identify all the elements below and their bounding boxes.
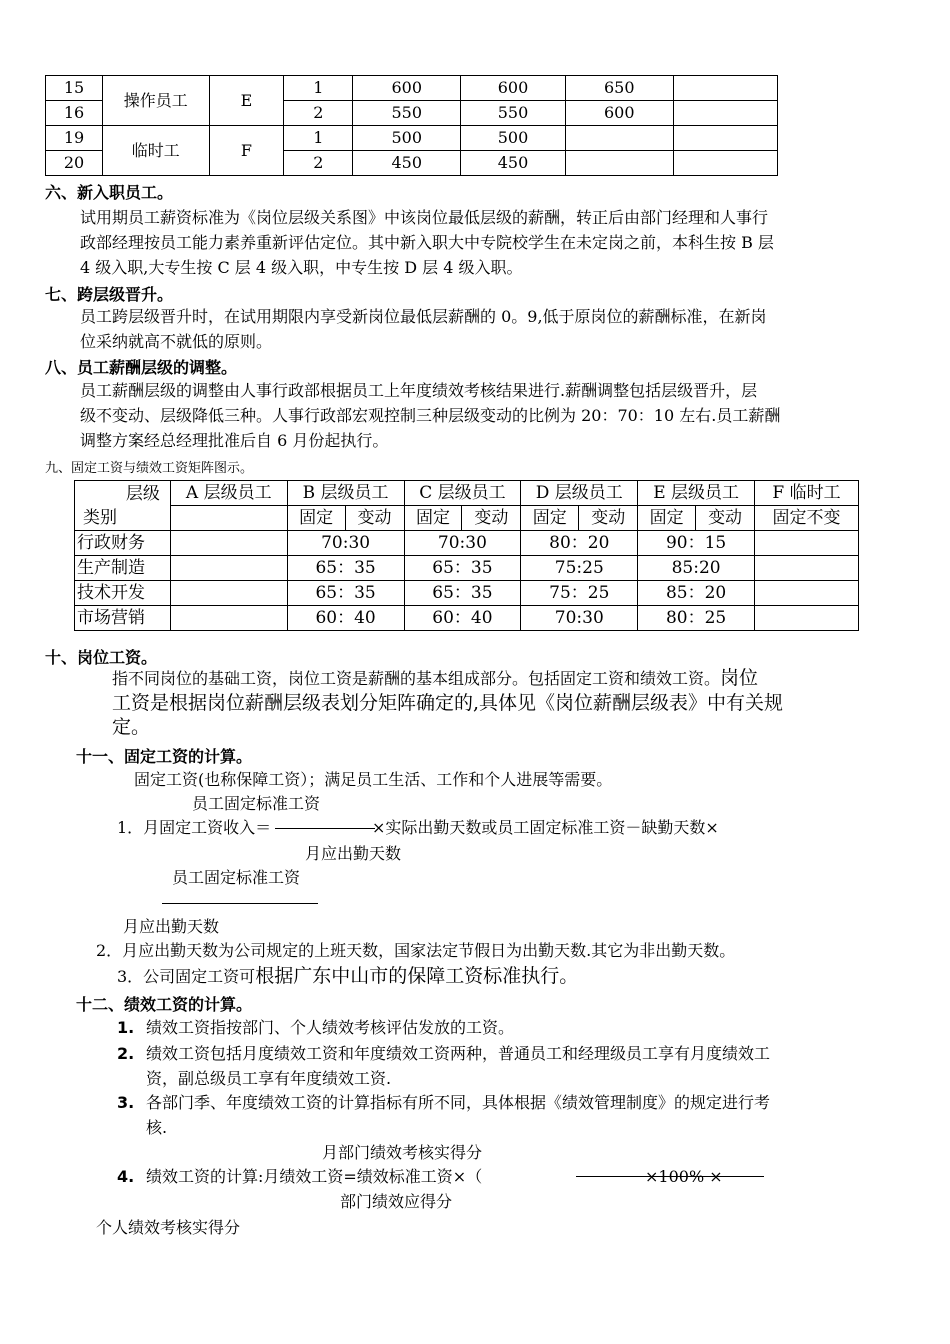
section-6-body <box>80 205 774 280</box>
category-label: 市场营销 <box>75 606 171 631</box>
paragraph-line <box>112 666 783 691</box>
fraction-bar <box>162 903 318 904</box>
ratio-cell: 70:30 <box>287 531 404 556</box>
section-9-heading: 九、固定工资与绩效工资矩阵图示。 <box>45 461 254 476</box>
sub-level: 1 <box>284 126 353 151</box>
section-11-item-2: 2．月应出勤天数为公司规定的上班天数，国家法定节假日为出勤天数.其它为非出勤天数。 <box>96 941 736 960</box>
list-number: 2. <box>117 1044 135 1063</box>
table-cell: 450 <box>461 151 566 176</box>
table-cell: 600 <box>565 101 673 126</box>
position-level: E <box>209 76 284 126</box>
table-cell: 650 <box>565 76 673 101</box>
paragraph-text: 3．公司固定工资可 <box>117 967 256 986</box>
paragraph-line: 定。 <box>112 716 151 738</box>
table-cell <box>170 506 287 531</box>
formula-line <box>117 1164 483 1189</box>
fixed-header: 固定 <box>404 506 462 531</box>
level-header: A 层级员工 <box>170 481 287 506</box>
section-10-body <box>112 666 783 739</box>
list-item <box>117 1090 771 1137</box>
variable-header: 变动 <box>345 506 404 531</box>
fixed-header: 固定 <box>638 506 696 531</box>
category-label: 技术开发 <box>75 581 171 606</box>
variable-header: 变动 <box>579 506 638 531</box>
table-row <box>46 126 778 151</box>
table-cell <box>170 606 287 631</box>
paragraph-line: 各部门季、年度绩效工资的计算指标有所不同，具体根据《绩效管理制度》的规定进行考 <box>146 1093 771 1112</box>
table-cell <box>755 531 859 556</box>
ratio-cell: 80：20 <box>521 531 638 556</box>
fixed-header: 固定 <box>521 506 579 531</box>
ratio-cell: 70:30 <box>521 606 638 631</box>
fraction-bar <box>275 828 375 829</box>
row-number: 15 <box>46 76 103 101</box>
ratio-cell: 85:20 <box>638 556 755 581</box>
salary-table <box>45 75 778 176</box>
table-cell: 550 <box>461 101 566 126</box>
formula-rest: ×100% × <box>645 1167 723 1186</box>
position-name: 操作员工 <box>103 76 210 126</box>
section-10-heading: 十、岗位工资。 <box>45 648 158 667</box>
table-cell <box>170 581 287 606</box>
sub-level: 2 <box>284 101 353 126</box>
section-11-heading: 十一、固定工资的计算。 <box>76 747 253 766</box>
paragraph-line: 试用期员工薪资标准为《岗位层级关系图》中该岗位最低层级的薪酬，转正后由部门经理和人事行 <box>80 208 769 227</box>
level-header: E 层级员工 <box>638 481 755 506</box>
section-11-intro: 固定工资(也称保障工资）；满足员工生活、工作和个人进展等需要。 <box>134 770 613 789</box>
matrix-table <box>74 480 859 631</box>
list-text: 绩效工资指按部门、个人绩效考核评估发放的工资。 <box>146 1018 515 1037</box>
ratio-cell: 75：25 <box>521 581 638 606</box>
row-number: 16 <box>46 101 103 126</box>
table-header-row <box>75 506 859 531</box>
paragraph-text: 根据广东中山市的保障工资标准执行。 <box>255 965 579 987</box>
table-cell: 500 <box>461 126 566 151</box>
table-cell: 600 <box>353 76 461 101</box>
table-cell <box>755 556 859 581</box>
table-row <box>75 606 859 631</box>
paragraph-line: 调整方案经总经理批准后自 6 月份起执行。 <box>80 431 389 450</box>
level-header: F 临时工 <box>755 481 859 506</box>
paragraph-line: 工资是根据岗位薪酬层级表划分矩阵确定的,具体见《岗位薪酬层级表》中有关规 <box>112 692 784 714</box>
table-row <box>46 76 778 101</box>
corner-top: 层级 <box>125 483 160 504</box>
table-row <box>75 556 859 581</box>
table-header-row <box>75 481 859 506</box>
table-cell <box>170 556 287 581</box>
table-cell: 450 <box>353 151 461 176</box>
variable-header: 变动 <box>696 506 755 531</box>
paragraph-line: 资，副总级员工享有年度绩效工资. <box>146 1069 392 1088</box>
paragraph-line: 绩效工资包括月度绩效工资和年度绩效工资两种，普通员工和经理级员工享有月度绩效工 <box>146 1044 771 1063</box>
ratio-cell: 60：40 <box>404 606 521 631</box>
list-text <box>146 1090 770 1140</box>
list-number: 4. <box>117 1167 135 1186</box>
table-cell <box>673 126 777 151</box>
section-6-heading: 六、新入职员工。 <box>45 183 174 202</box>
table-cell: 550 <box>353 101 461 126</box>
row-number: 19 <box>46 126 103 151</box>
formula-label: 1．月固定工资收入＝ <box>117 818 272 837</box>
formula-numerator: 员工固定标准工资 <box>192 794 321 813</box>
ratio-cell: 65：35 <box>404 581 521 606</box>
level-header: D 层级员工 <box>521 481 638 506</box>
category-label: 生产制造 <box>75 556 171 581</box>
level-header: B 层级员工 <box>287 481 404 506</box>
section-7-body <box>80 304 767 354</box>
paragraph-line: 政部经理按员工能力素养重新评估定位。其中新入职大中专院校学生在未定岗之前，本科生按 B 层 <box>80 233 774 252</box>
fixed-only-header: 固定不变 <box>755 506 859 531</box>
formula-denominator-2: 月应出勤天数 <box>123 917 220 936</box>
variable-header: 变动 <box>462 506 521 531</box>
ratio-cell: 70:30 <box>404 531 521 556</box>
position-name: 临时工 <box>103 126 210 176</box>
section-8-body <box>80 378 780 453</box>
table-cell: 600 <box>461 76 566 101</box>
row-number: 20 <box>46 151 103 176</box>
table-cell <box>565 151 673 176</box>
formula-label: 绩效工资的计算:月绩效工资=绩效标准工资×（ <box>146 1167 483 1186</box>
formula-denominator: 月应出勤天数 <box>305 844 402 863</box>
corner-bottom: 类别 <box>83 507 117 528</box>
section-11-item-3 <box>117 963 578 990</box>
corner-cell <box>75 481 171 531</box>
fixed-header: 固定 <box>287 506 345 531</box>
table-row <box>75 581 859 606</box>
table-cell <box>565 126 673 151</box>
section-8-heading: 八、员工薪酬层级的调整。 <box>45 358 238 377</box>
sub-level: 2 <box>284 151 353 176</box>
ratio-cell: 75:25 <box>521 556 638 581</box>
position-level: F <box>209 126 284 176</box>
ratio-cell: 85：20 <box>638 581 755 606</box>
paragraph-line: 位采纳就高不就低的原则。 <box>80 332 273 351</box>
ratio-cell: 65：35 <box>287 556 404 581</box>
paragraph-text: 指不同岗位的基础工资，岗位工资是薪酬的基本组成部分。包括固定工资和绩效工资。 <box>112 669 721 688</box>
ratio-cell: 90：15 <box>638 531 755 556</box>
paragraph-line: 级不变动、层级降低三种。人事行政部宏观控制三种层级变动的比例为 20：70：10 左右.员工薪酬 <box>80 406 781 425</box>
formula-rest: ×实际出勤天数或员工固定标准工资－缺勤天数× <box>372 818 719 837</box>
paragraph-line: 员工跨层级晋升时，在试用期限内享受新岗位最低层薪酬的 0。9,低于原岗位的薪酬标准，在新岗 <box>80 307 767 326</box>
formula-denominator: 部门绩效应得分 <box>340 1192 453 1211</box>
paragraph-line: 4 级入职,大专生按 C 层 4 级入职，中专生按 D 层 4 级入职。 <box>80 258 523 277</box>
formula-numerator: 月部门绩效考核实得分 <box>322 1143 483 1162</box>
table-cell <box>673 151 777 176</box>
ratio-cell: 80：25 <box>638 606 755 631</box>
ratio-cell: 65：35 <box>287 581 404 606</box>
formula-numerator-2: 员工固定标准工资 <box>172 868 301 887</box>
list-number: 1. <box>117 1018 135 1037</box>
table-cell <box>673 76 777 101</box>
list-number: 3. <box>117 1093 135 1112</box>
section-7-heading: 七、跨层级晋升。 <box>45 285 174 304</box>
category-label: 行政财务 <box>75 531 171 556</box>
table-cell <box>755 581 859 606</box>
section-12-heading: 十二、绩效工资的计算。 <box>76 995 253 1014</box>
table-cell: 500 <box>353 126 461 151</box>
table-cell <box>755 606 859 631</box>
paragraph-text: 岗位 <box>720 667 759 689</box>
sub-level: 1 <box>284 76 353 101</box>
list-item <box>117 1041 771 1088</box>
table-cell <box>673 101 777 126</box>
table-cell <box>170 531 287 556</box>
level-header: C 层级员工 <box>404 481 521 506</box>
ratio-cell: 60：40 <box>287 606 404 631</box>
ratio-cell: 65：35 <box>404 556 521 581</box>
list-text <box>146 1041 770 1091</box>
paragraph-line: 核. <box>146 1118 168 1137</box>
table-row <box>75 531 859 556</box>
formula-last: 个人绩效考核实得分 <box>96 1218 241 1237</box>
list-item <box>117 1015 515 1040</box>
paragraph-line: 员工薪酬层级的调整由人事行政部根据员工上年度绩效考核结果进行.薪酬调整包括层级晋升，层 <box>80 381 758 400</box>
